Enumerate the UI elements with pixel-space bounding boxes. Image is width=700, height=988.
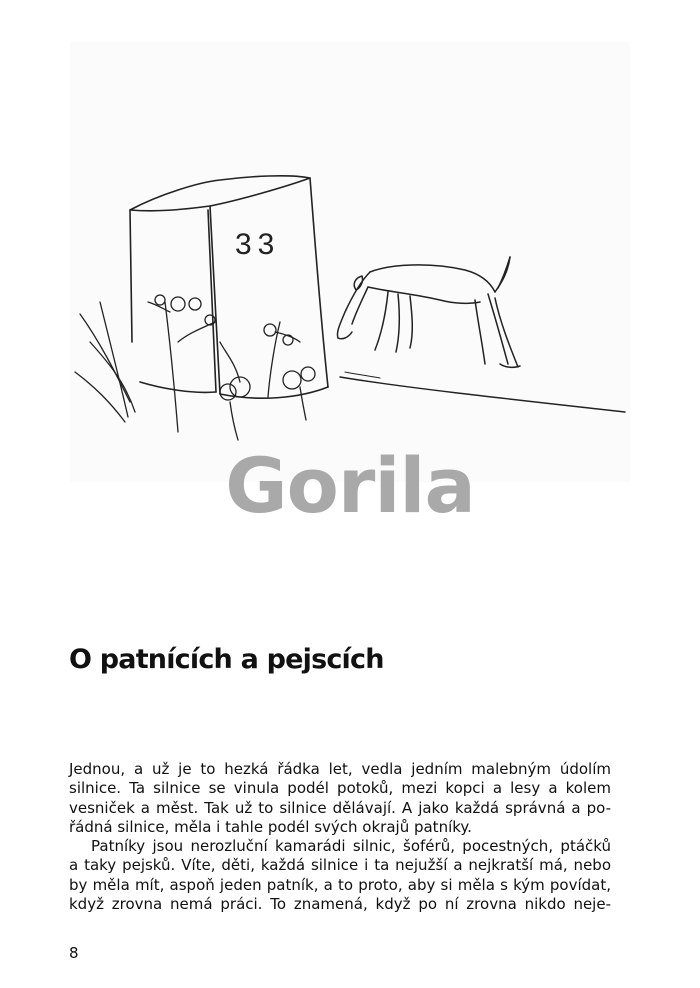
ground-line [340, 377, 625, 412]
publisher-watermark: Gorila [225, 441, 475, 530]
paragraph-line: a taky pejsků. Víte, děti, každá silnice i ta nejužší a nejkratší má, nebo [69, 856, 611, 875]
paragraph-line: by měla mít, aspoň jeden patník, a to proto, aby si měla s kým povídat, [69, 875, 611, 894]
paragraph-line: když zrovna nemá práci. To znamená, když po ní zrovna nikdo neje- [69, 895, 611, 914]
body-text [69, 760, 611, 914]
chapter-title: O patnících a pejscích [69, 644, 384, 675]
grass-and-flowers [75, 295, 315, 440]
boundary-stone [130, 176, 328, 398]
paragraph-line: Jednou, a už je to hezká řádka let, vedla jedním malebným údolím [69, 760, 611, 778]
page-number: 8 [69, 944, 79, 962]
paragraph-line: silnice. Ta silnice se vinula podél potoků, mezi kopci a lesy a kolem [69, 779, 611, 798]
dog [337, 257, 520, 367]
paragraph-line: vesniček a měst. Tak už to silnice dělávají. A jako každá správná a po- [69, 798, 611, 817]
paragraph-line: Patníky jsou nerozluční kamarádi silnic, šoférů, pocestných, ptáčků [91, 837, 611, 856]
illustration-boundary-stone-and-dog [70, 42, 630, 482]
stone-number: 33 [235, 228, 281, 261]
paragraph-line: řádná silnice, měla i tahle podél svých okrajů patníky. [69, 817, 472, 836]
